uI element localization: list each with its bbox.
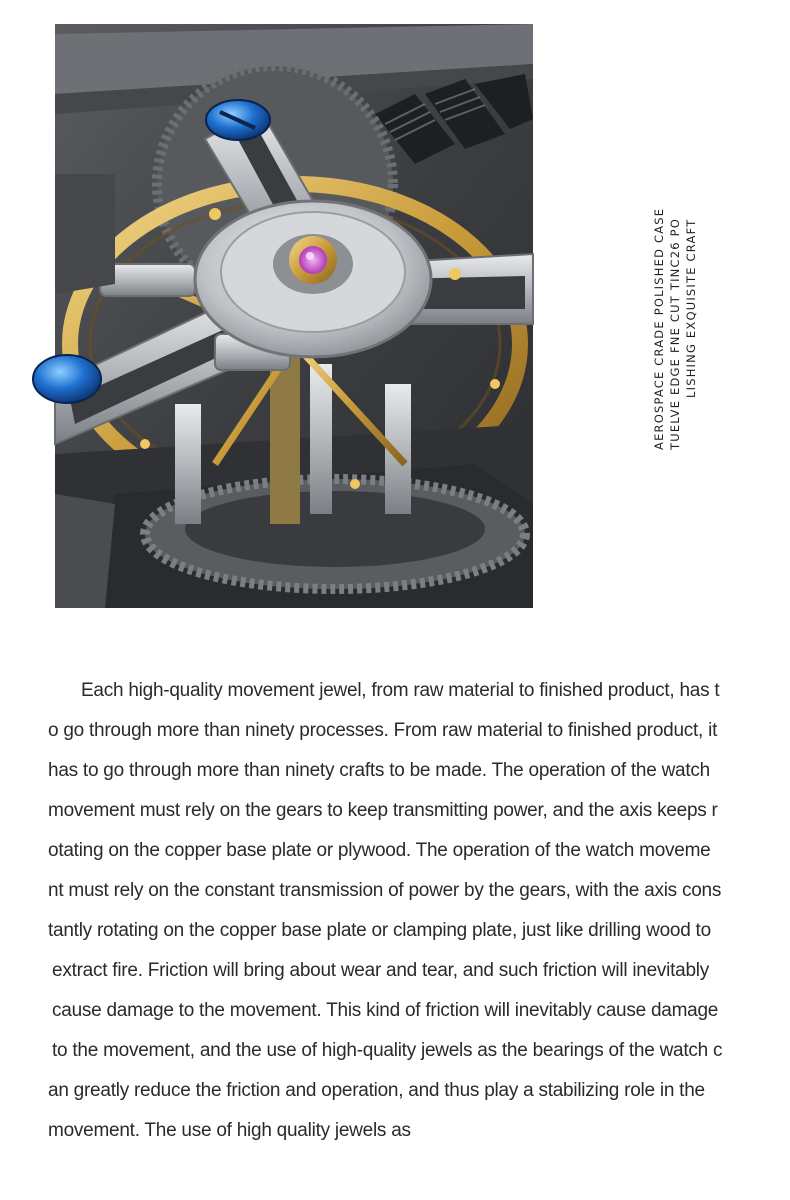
article-line: o go through more than ninety processes. From raw material to finished product, it: [48, 720, 718, 741]
article-line: an greatly reduce the friction and operation, and thus play a stabilizing role in the: [48, 1080, 705, 1101]
article-line: movement. The use of high quality jewels as: [48, 1120, 411, 1141]
side-caption-line-1: AEROSPACE CRADE POLISHED CASE: [652, 207, 666, 450]
article-line: movement must rely on the gears to keep transmitting power, and the axis keeps r: [48, 800, 718, 821]
side-caption-line-3: LISHING EXQUISITE CRAFT: [684, 218, 698, 398]
article-paragraph: [48, 671, 763, 1151]
side-caption-line-2: TUELVE EDGE FNE CUT TINC26 PO: [668, 218, 682, 450]
article-line: tantly rotating on the copper base plate or clamping plate, just like drilling wood to: [48, 920, 711, 941]
article-line: has to go through more than ninety crafts to be made. The operation of the watch: [48, 760, 710, 781]
side-caption: [652, 100, 705, 460]
article-line: extract fire. Friction will bring about wear and tear, and such friction will inevitably: [52, 960, 710, 981]
article-line: Each high-quality movement jewel, from raw material to finished product, has t: [81, 680, 720, 701]
article-line: otating on the copper base plate or plywood. The operation of the watch moveme: [48, 840, 711, 861]
article-line: cause damage to the movement. This kind of friction will inevitably cause damage: [52, 1000, 719, 1021]
article-line: to the movement, and the use of high-quality jewels as the bearings of the watch c: [52, 1040, 723, 1061]
hero-product-image: [55, 24, 533, 608]
article-line: nt must rely on the constant transmission of power by the gears, with the axis cons: [48, 880, 722, 901]
